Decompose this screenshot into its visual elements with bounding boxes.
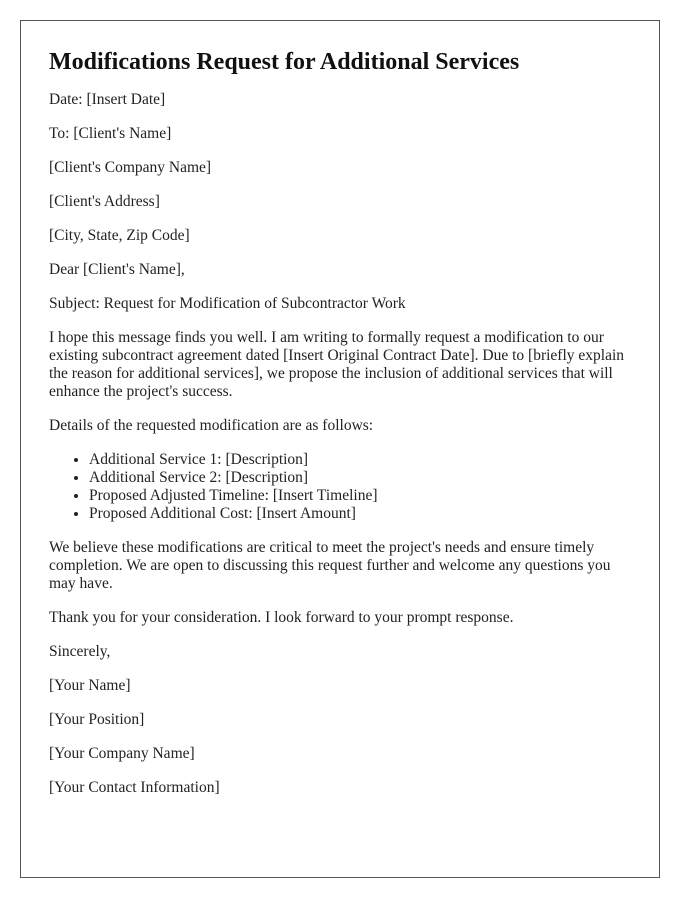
letter-content [49,47,639,813]
letter-page [20,20,660,878]
details-list-item: • Proposed Additional Cost: [Insert Amount] [89,505,639,523]
details-list [49,451,639,523]
details-list-item: • Additional Service 2: [Description] [89,469,639,487]
closing: Sincerely, [49,643,111,660]
recipient-company-line: [Client's Company Name] [49,159,212,176]
recipient-address-line: [Client's Address] [49,193,160,210]
salutation: Dear [Client's Name], [49,261,185,278]
thanks-paragraph: Thank you for your consideration. I look forward to your prompt response. [49,609,514,626]
signature-company: [Your Company Name] [49,745,195,762]
signature-position: [Your Position] [49,711,145,728]
body-paragraph: We believe these modifications are critical to meet the project's needs and ensure timely completion. We are open to discussing this request further and welcome any questions you may have. [49,539,611,592]
date-line: Date: [Insert Date] [49,91,166,108]
signature-name: [Your Name] [49,677,131,694]
details-list-item: • Proposed Adjusted Timeline: [Insert Timeline] [89,487,639,505]
recipient-city-line: [City, State, Zip Code] [49,227,190,244]
signature-contact: [Your Contact Information] [49,779,220,796]
intro-paragraph: I hope this message finds you well. I am writing to formally request a modification to our existing subcontract agreement dated [Insert Original Contract Date]. Due to [briefly explain the reason for additional services], we propose the inclusion of additional services that will enhance the project's success. [49,329,625,400]
recipient-name-line: To: [Client's Name] [49,125,172,142]
subject-line: Subject: Request for Modification of Subcontractor Work [49,295,406,312]
details-list-item: • Additional Service 1: [Description] [89,451,639,469]
details-intro: Details of the requested modification are as follows: [49,417,374,434]
letter-title: Modifications Request for Additional Services [49,49,520,75]
